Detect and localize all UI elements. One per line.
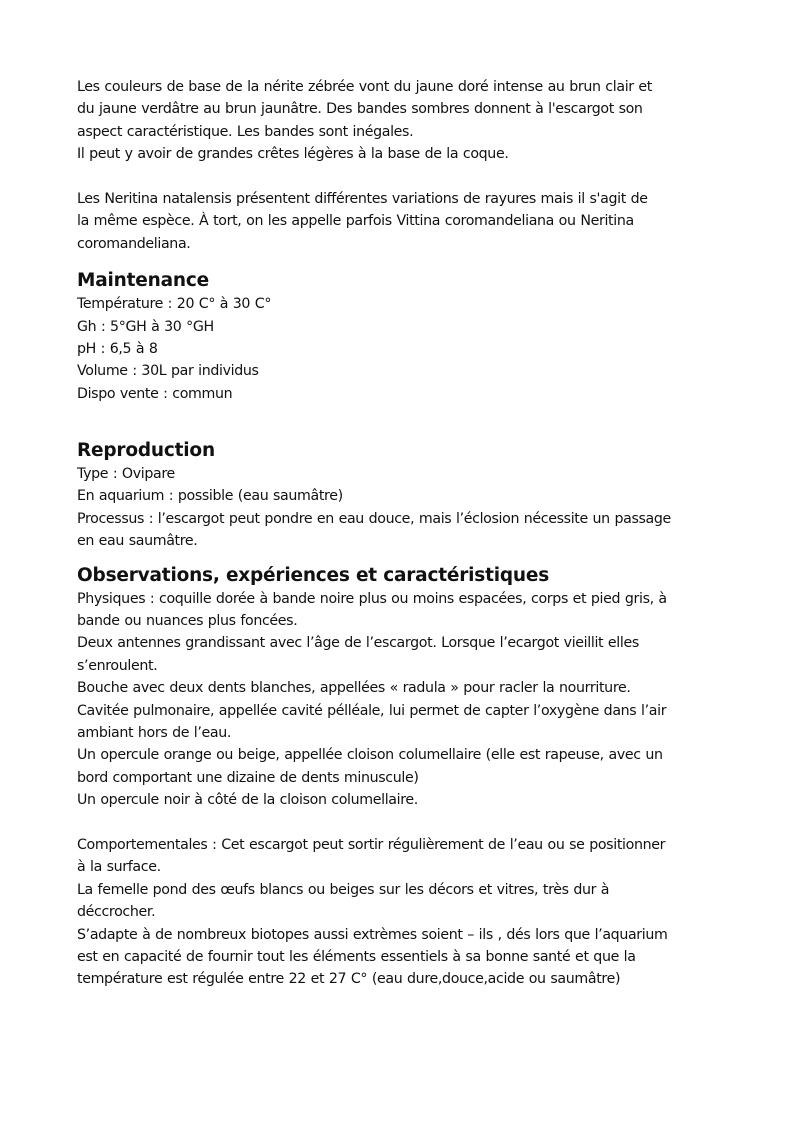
text-line: Un opercule noir à côté de la cloison columellaire. — [77, 792, 418, 809]
text-line: Les Neritina natalensis présentent différentes variations de rayures mais il s'agit de — [77, 190, 648, 207]
text-line: Cavitée pulmonaire, appellée cavité pélléale, lui permet de capter l’oxygène dans l’air — [77, 702, 667, 719]
text-line: Un opercule orange ou beige, appellée cloison columellaire (elle est rapeuse, avec un — [77, 747, 663, 764]
text-line: La femelle pond des œufs blancs ou beiges sur les décors et vitres, très dur à — [77, 881, 610, 898]
text-line: la même espèce. À tort, on les appelle parfois Vittina coromandeliana ou Neritina — [77, 213, 634, 230]
text-line: Les couleurs de base de la nérite zébrée vont du jaune doré intense au brun clair et — [77, 79, 653, 95]
intro-paragraph-1 — [77, 76, 727, 166]
reproduction-type: Type : Ovipare — [77, 466, 175, 483]
reproduction-section — [77, 439, 727, 553]
text-line: déccrocher. — [77, 904, 156, 921]
observations-section — [77, 564, 727, 991]
text-line: coromandeliana. — [77, 235, 191, 252]
text-line: Physiques : coquille dorée à bande noire plus ou moins espacées, corps et pied gris, à — [77, 590, 667, 607]
observations-heading: Observations, expériences et caractéristiques — [77, 564, 550, 586]
text-line: Deux antennes grandissant avec l’âge de l’escargot. Lorsque l’ecargot vieillit elles — [77, 635, 639, 652]
reproduction-process-cont: en eau saumâtre. — [77, 533, 198, 550]
section-spacer — [77, 255, 727, 269]
document-page — [77, 76, 727, 991]
text-line: est en capacité de fournir tout les éléments essentiels à sa bonne santé et que la — [77, 948, 636, 965]
maintenance-temperature: Température : 20 C° à 30 C° — [77, 296, 272, 313]
maintenance-section — [77, 269, 727, 405]
comportementales-block — [77, 834, 727, 991]
text-line: Il peut y avoir de grandes crêtes légères à la base de la coque. — [77, 146, 509, 163]
section-spacer — [77, 405, 727, 439]
text-line: du jaune verdâtre au brun jaunâtre. Des bandes sombres donnent à l'escargot son — [77, 101, 643, 118]
text-line: s’enroulent. — [77, 657, 158, 674]
text-line: bord comportant une dizaine de dents minuscule) — [77, 769, 419, 786]
paragraph-spacer — [77, 166, 727, 188]
maintenance-heading: Maintenance — [77, 270, 209, 292]
text-line: à la surface. — [77, 859, 161, 876]
reproduction-aquarium: En aquarium : possible (eau saumâtre) — [77, 488, 343, 505]
text-line: ambiant hors de l’eau. — [77, 724, 232, 741]
paragraph-spacer — [77, 812, 727, 834]
physiques-block — [77, 588, 727, 812]
text-line: Comportementales : Cet escargot peut sortir régulièrement de l’eau ou se positionner — [77, 836, 666, 853]
reproduction-process: Processus : l’escargot peut pondre en eau douce, mais l’éclosion nécessite un passage — [77, 510, 671, 527]
maintenance-availability: Dispo vente : commun — [77, 385, 233, 402]
text-line: Bouche avec deux dents blanches, appellées « radula » pour racler la nourriture. — [77, 680, 631, 697]
section-spacer — [77, 553, 727, 564]
maintenance-gh: Gh : 5°GH à 30 °GH — [77, 318, 214, 335]
maintenance-ph: pH : 6,5 à 8 — [77, 340, 158, 357]
text-line: aspect caractéristique. Les bandes sont inégales. — [77, 123, 414, 140]
reproduction-heading: Reproduction — [77, 440, 215, 462]
text-line: température est régulée entre 22 et 27 C° (eau dure,douce,acide ou saumâtre) — [77, 971, 621, 988]
maintenance-volume: Volume : 30L par individus — [77, 363, 259, 380]
text-line: bande ou nuances plus foncées. — [77, 613, 298, 630]
intro-paragraph-2 — [77, 188, 727, 255]
text-line: S’adapte à de nombreux biotopes aussi extrèmes soient – ils , dés lors que l’aquarium — [77, 926, 668, 943]
